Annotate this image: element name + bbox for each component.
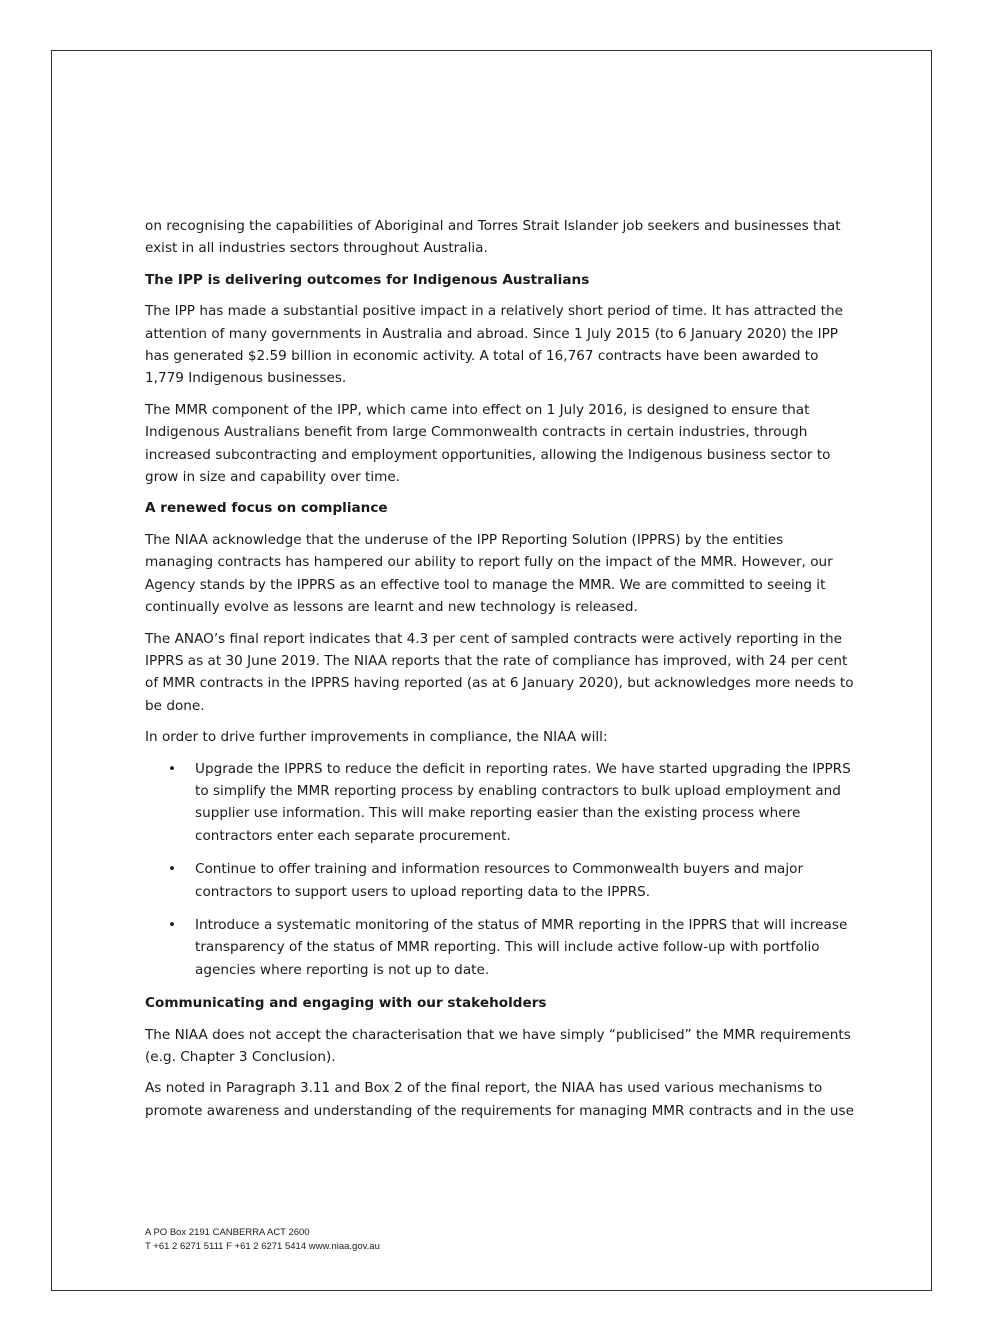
section-heading: Communicating and engaging with our stakeholders [145, 995, 547, 1012]
document-body [145, 215, 855, 1131]
bullet-icon: • [168, 861, 177, 878]
section-heading: A renewed focus on compliance [145, 500, 388, 517]
paragraph: on recognising the capabilities of Aboriginal and Torres Strait Islander job seekers and businesses that exist in all industries sectors throughout Australia. [145, 218, 841, 257]
list-item-text: Continue to offer training and information resources to Commonwealth buyers and major contractors to support users to upload reporting data to the IPPRS. [195, 861, 804, 900]
list-item [168, 914, 855, 981]
footer-address: A PO Box 2191 CANBERRA ACT 2600 [145, 1227, 310, 1238]
paragraph: The IPP has made a substantial positive impact in a relatively short period of time. It has attracted the attention of many governments in Australia and abroad. Since 1 July 2015 (to 6 January 2020) the IPP has generated $2.59 billion in economic activity. A total of 16,767 contracts have been awarded to 1,779 Indigenous businesses. [145, 303, 843, 387]
bullet-icon: • [168, 916, 177, 933]
list-item [168, 758, 855, 848]
list-item-text: Upgrade the IPPRS to reduce the deficit in reporting rates. We have started upgrading the IPPRS to simplify the MMR reporting process by enabling contractors to bulk upload employment and supplier use information. This will make reporting easier than the existing process where contractors enter each separate procurement. [195, 760, 851, 844]
bullet-list [145, 758, 855, 982]
paragraph: The NIAA does not accept the characterisation that we have simply “publicised” the MMR requirements (e.g. Chapter 3 Conclusion). [145, 1026, 851, 1065]
section-heading: The IPP is delivering outcomes for Indigenous Australians [145, 271, 590, 288]
list-item-text: Introduce a systematic monitoring of the status of MMR reporting in the IPPRS that will increase transparency of the status of MMR reporting. This will include active follow-up with portfolio agencies where reporting is not up to date. [195, 916, 848, 978]
paragraph: The NIAA acknowledge that the underuse of the IPP Reporting Solution (IPPRS) by the entities managing contracts has hampered our ability to report fully on the impact of the MMR. However, our Agency stands by the IPPRS as an effective tool to manage the MMR. We are committed to seeing it continually evolve as lessons are learnt and new technology is released. [145, 531, 833, 616]
footer-contact: T +61 2 6271 5111 F +61 2 6271 5414 www.niaa.gov.au [145, 1241, 380, 1252]
bullet-icon: • [168, 760, 177, 777]
page-footer [145, 1226, 380, 1254]
paragraph: In order to drive further improvements in compliance, the NIAA will: [145, 729, 608, 746]
paragraph: The ANAO’s final report indicates that 4.3 per cent of sampled contracts were actively reporting in the IPPRS as at 30 June 2019. The NIAA reports that the rate of compliance has improved, with 24 per cent of MMR contracts in the IPPRS having reported (as at 6 January 2020), but acknowledges more needs to be done. [145, 630, 854, 714]
paragraph: The MMR component of the IPP, which came into effect on 1 July 2016, is designed to ensure that Indigenous Australians benefit from large Commonwealth contracts in certain industries, through increased subcontracting and employment opportunities, allowing the Indigenous business sector to grow in size and capability over time. [145, 401, 831, 486]
list-item [168, 858, 855, 903]
paragraph: As noted in Paragraph 3.11 and Box 2 of the final report, the NIAA has used various mechanisms to promote awareness and understanding of the requirements for managing MMR contracts and in the use [145, 1080, 854, 1119]
